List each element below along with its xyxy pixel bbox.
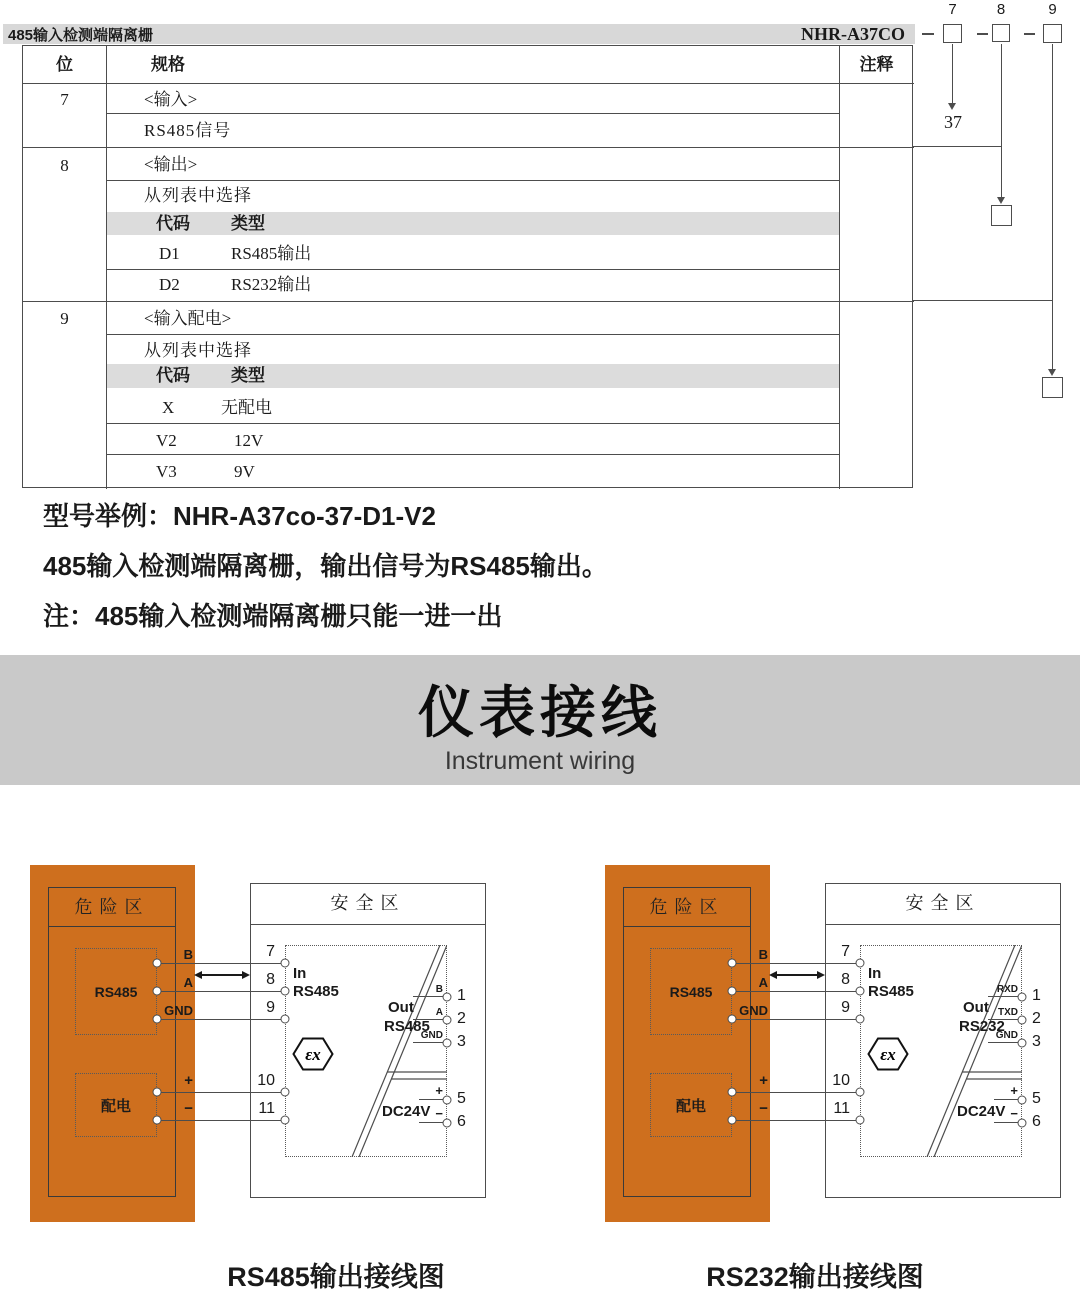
svg-text:εx: εx — [305, 1045, 321, 1064]
terminal-dot — [856, 1015, 865, 1024]
terminal-dot — [856, 1088, 865, 1097]
arrow-down-icon — [948, 103, 956, 110]
power-source-label: 配电 — [675, 1097, 706, 1115]
in-type-label: RS485 — [293, 983, 339, 1000]
arrow-left-icon — [194, 971, 202, 979]
out-terminal-label: A — [413, 1006, 443, 1020]
option-code: D1 — [159, 244, 180, 263]
out-terminal-number: 1 — [457, 987, 466, 1004]
spec-cell: <输入配电> — [144, 309, 232, 328]
code-target-box-8 — [991, 205, 1012, 226]
divider-line — [251, 924, 485, 925]
col-header-spec: 规格 — [151, 55, 185, 74]
terminal-dot — [281, 987, 290, 996]
title-strip — [3, 24, 915, 44]
wire — [732, 1092, 860, 1093]
option-type: RS232输出 — [231, 275, 312, 294]
terminal-dot — [153, 1116, 162, 1125]
col-header-position: 位 — [56, 55, 73, 74]
ex-hexagon-icon — [292, 1037, 334, 1071]
terminal-dot — [281, 1088, 290, 1097]
divider-line — [624, 926, 750, 927]
digit-label-7: 7 — [948, 1, 957, 18]
sub-row-line — [106, 180, 839, 181]
supply-label: DC24V — [382, 1103, 431, 1120]
code-box-9 — [1043, 24, 1062, 43]
terminal-dot — [1018, 1096, 1027, 1105]
terminal-label-plus: + — [759, 1072, 768, 1089]
wire — [157, 991, 285, 992]
pointer-line-8 — [1001, 44, 1002, 198]
code-box-8 — [992, 24, 1010, 42]
terminal-dot — [443, 1119, 452, 1128]
type-header: 类型 — [231, 366, 265, 385]
option-code: D2 — [159, 275, 180, 294]
wire-number: 10 — [257, 1072, 275, 1089]
out-terminal-number: 2 — [457, 1010, 466, 1027]
signal-source-box — [650, 948, 732, 1035]
supply-terminal-label: − — [419, 1107, 443, 1123]
terminal-label-minus: − — [759, 1100, 768, 1117]
hazard-zone-frame — [623, 887, 751, 1197]
page-title: 485输入检测端隔离栅 — [8, 26, 154, 44]
supply-terminal-label: + — [994, 1084, 1018, 1100]
pointer-line-7 — [952, 44, 953, 104]
out-type-label: RS485 — [384, 1018, 430, 1035]
wire-number: 7 — [841, 943, 850, 960]
digit-label-9: 9 — [1048, 1, 1057, 18]
example-note-line: 注：485输入检测端隔离栅只能一进一出 — [43, 601, 503, 631]
spec-cell: 从列表中选择 — [144, 186, 252, 205]
wire — [732, 963, 860, 964]
pos7-code: 37 — [944, 112, 962, 132]
twisted-pair-arrow — [200, 974, 244, 976]
power-source-box — [75, 1073, 157, 1137]
terminal-dot — [728, 987, 737, 996]
spec-cell: <输出> — [144, 155, 198, 174]
terminal-label-plus: + — [184, 1072, 193, 1089]
wire-number: 11 — [258, 1100, 275, 1117]
supply-label: DC24V — [957, 1103, 1006, 1120]
in-label: In — [293, 965, 307, 982]
terminal-label-gnd: GND — [164, 1003, 193, 1018]
out-terminal-label: B — [413, 983, 443, 997]
terminal-label-a: A — [183, 975, 193, 990]
section-pos: 7 — [60, 90, 69, 109]
code-header-band — [107, 212, 839, 235]
code-header: 代码 — [156, 366, 190, 385]
row-line — [23, 83, 914, 84]
column-line — [839, 46, 840, 489]
hazard-zone-title: 危险区 — [74, 897, 150, 917]
terminal-dot — [443, 1016, 452, 1025]
code-target-box-9 — [1042, 377, 1063, 398]
wire — [732, 1120, 860, 1121]
option-code: X — [162, 398, 175, 417]
supply-terminal-number: 5 — [457, 1090, 466, 1107]
out-terminal-number: 2 — [1032, 1010, 1041, 1027]
wire — [157, 1019, 285, 1020]
safe-zone-title: 安全区 — [330, 893, 406, 913]
section-line — [23, 301, 914, 302]
out-terminal-number: 3 — [1032, 1033, 1041, 1050]
terminal-dot — [443, 1096, 452, 1105]
wire — [732, 1019, 860, 1020]
terminal-dot — [153, 1015, 162, 1024]
option-code: V3 — [156, 462, 177, 481]
terminal-dot — [153, 987, 162, 996]
spec-cell: 从列表中选择 — [144, 341, 252, 360]
wire-number: 9 — [266, 999, 275, 1016]
pointer-line-9 — [1052, 44, 1053, 370]
terminal-dot — [1018, 1016, 1027, 1025]
wiring-diagram-0 — [30, 865, 488, 1225]
terminal-dot — [856, 959, 865, 968]
terminal-dot — [281, 1015, 290, 1024]
spec-cell: RS485信号 — [144, 121, 232, 140]
terminal-dot — [856, 1116, 865, 1125]
sub-row-line — [106, 334, 839, 335]
section-pos: 8 — [60, 156, 69, 175]
banner-title: 仪表接线 — [418, 681, 662, 744]
signal-source-label: RS485 — [94, 983, 138, 1000]
digit-label-8: 8 — [996, 1, 1006, 18]
terminal-dot — [1018, 1119, 1027, 1128]
terminal-label-gnd: GND — [739, 1003, 768, 1018]
code-box-7 — [943, 24, 962, 43]
code-header-band — [107, 364, 839, 388]
terminal-label-b: B — [183, 947, 193, 962]
in-label: In — [868, 965, 882, 982]
twisted-pair-arrow — [775, 974, 819, 976]
out-terminal-label: TXD — [988, 1006, 1018, 1020]
in-type-label: RS485 — [868, 983, 914, 1000]
wire-number: 8 — [266, 971, 275, 988]
out-terminal-label: GND — [413, 1029, 443, 1043]
diagram-caption-rs232: RS232输出接线图 — [706, 1262, 924, 1292]
divider-line — [49, 926, 175, 927]
wire — [157, 1120, 285, 1121]
wire-number: 11 — [833, 1100, 850, 1117]
dash — [922, 33, 934, 35]
terminal-dot — [443, 993, 452, 1002]
type-header: 类型 — [231, 214, 265, 233]
signal-source-label: RS485 — [669, 983, 713, 1000]
wire-number: 7 — [266, 943, 275, 960]
power-source-label: 配电 — [100, 1097, 131, 1115]
terminal-label-b: B — [758, 947, 768, 962]
terminal-dot — [728, 1116, 737, 1125]
col-header-note: 注释 — [859, 55, 894, 74]
connector-line — [913, 300, 1052, 301]
sub-row-line — [106, 269, 839, 270]
diagram-caption-rs485: RS485输出接线图 — [227, 1262, 445, 1292]
out-terminal-label: RXD — [988, 983, 1018, 997]
wire — [732, 991, 860, 992]
terminal-dot — [153, 959, 162, 968]
terminal-label-a: A — [758, 975, 768, 990]
model-selection-table — [22, 45, 913, 488]
supply-terminal-number: 6 — [1032, 1113, 1041, 1130]
wire-number: 9 — [841, 999, 850, 1016]
example-model-line: 型号举例：NHR-A37co-37-D1-V2 — [43, 501, 436, 531]
wire — [157, 1092, 285, 1093]
option-type: 无配电 — [221, 398, 272, 417]
terminal-label-minus: − — [184, 1100, 193, 1117]
svg-text:εx: εx — [880, 1045, 896, 1064]
option-type: RS485输出 — [231, 244, 312, 263]
signal-source-box — [75, 948, 157, 1035]
terminal-dot — [1018, 1039, 1027, 1048]
divider-line — [826, 924, 1060, 925]
out-terminal-label: GND — [988, 1029, 1018, 1043]
code-header: 代码 — [156, 214, 190, 233]
terminal-dot — [281, 1116, 290, 1125]
supply-terminal-number: 5 — [1032, 1090, 1041, 1107]
out-terminal-number: 1 — [1032, 987, 1041, 1004]
banner-subtitle: Instrument wiring — [444, 747, 636, 775]
supply-terminal-label: − — [994, 1107, 1018, 1123]
safe-zone-title: 安全区 — [905, 893, 981, 913]
ex-hexagon-icon — [867, 1037, 909, 1071]
section-line — [23, 147, 914, 148]
wire — [157, 963, 285, 964]
arrow-down-icon — [1048, 369, 1056, 376]
terminal-dot — [281, 959, 290, 968]
power-source-box — [650, 1073, 732, 1137]
model-number: NHR-A37CO — [801, 23, 905, 44]
connector-line — [913, 146, 1001, 147]
out-terminal-number: 3 — [457, 1033, 466, 1050]
wiring-diagram-1 — [605, 865, 1063, 1225]
sub-row-line — [106, 423, 839, 424]
terminal-dot — [856, 987, 865, 996]
terminal-dot — [728, 1015, 737, 1024]
supply-terminal-label: + — [419, 1084, 443, 1100]
wire-number: 10 — [832, 1072, 850, 1089]
dash — [1024, 33, 1035, 35]
arrow-left-icon — [769, 971, 777, 979]
supply-terminal-number: 6 — [457, 1113, 466, 1130]
section-pos: 9 — [60, 309, 69, 328]
terminal-dot — [1018, 993, 1027, 1002]
spec-cell: <输入> — [144, 90, 198, 109]
terminal-dot — [153, 1088, 162, 1097]
section-banner — [0, 655, 1080, 785]
option-code: V2 — [156, 431, 177, 450]
option-type: 12V — [234, 431, 264, 450]
arrow-down-icon — [997, 197, 1005, 204]
out-label: Out — [963, 999, 989, 1016]
out-label: Out — [388, 999, 414, 1016]
terminal-dot — [728, 1088, 737, 1097]
sub-row-line — [106, 113, 839, 114]
sub-row-line — [106, 454, 839, 455]
option-type: 9V — [234, 462, 255, 481]
dash — [977, 33, 988, 35]
terminal-dot — [443, 1039, 452, 1048]
out-type-label: RS232 — [959, 1018, 1005, 1035]
terminal-dot — [728, 959, 737, 968]
hazard-zone-frame — [48, 887, 176, 1197]
hazard-zone-title: 危险区 — [649, 897, 725, 917]
wire-number: 8 — [841, 971, 850, 988]
example-description-line: 485输入检测端隔离栅，输出信号为RS485输出。 — [43, 551, 608, 581]
